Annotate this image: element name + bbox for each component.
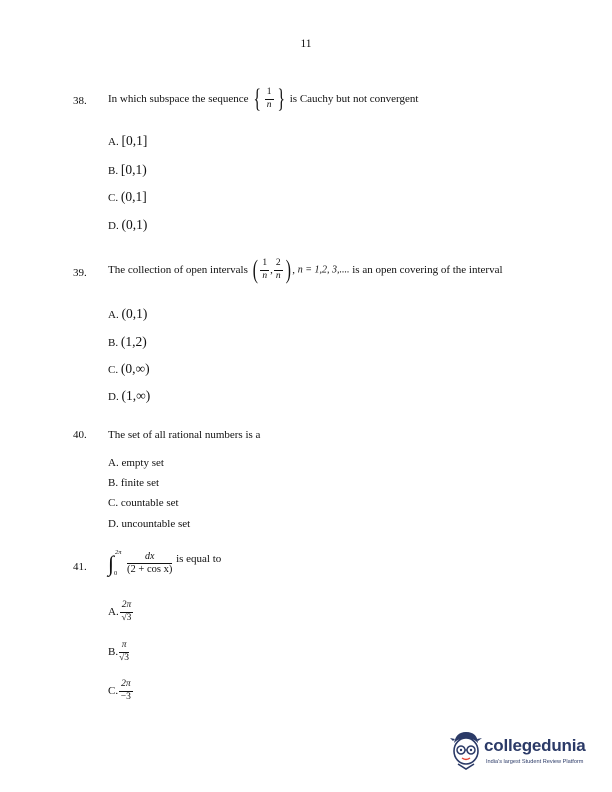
collegedunia-logo[interactable] — [446, 727, 586, 777]
question-40-option-d[interactable] — [108, 518, 190, 530]
option-value: (1,2) — [120, 334, 147, 349]
option-value: countable set — [120, 497, 179, 509]
question-38-option-a[interactable] — [108, 133, 147, 149]
option-numerator: 2π — [119, 680, 133, 692]
option-label: D. — [108, 391, 119, 403]
option-denominator: √3 — [121, 612, 132, 623]
integral-sign: ∫ — [108, 551, 115, 576]
option-label: D. — [108, 220, 119, 232]
option-value: (0,1) — [121, 217, 148, 232]
option-fraction — [119, 641, 129, 663]
page-number: 11 — [300, 38, 312, 50]
question-40-option-a[interactable] — [108, 457, 164, 469]
option-value: uncountable set — [121, 518, 191, 530]
sequence-denominator: n — [266, 99, 272, 110]
option-value: [0,1] — [121, 133, 148, 148]
option-denominator: √3 — [119, 652, 130, 663]
question-38-stem-end: is Cauchy but not convergent — [289, 93, 419, 105]
option-label: B. — [108, 337, 119, 349]
option-label: C. — [108, 685, 119, 697]
option-label: B. — [108, 477, 119, 489]
integrand-numerator: dx — [127, 552, 172, 564]
left-fraction-denominator: n — [262, 270, 268, 281]
option-value: (0,1] — [120, 189, 147, 204]
question-41-text — [108, 551, 221, 577]
index-separator: , — [292, 264, 295, 276]
sequence-fraction — [265, 88, 274, 110]
option-label: B. — [108, 165, 119, 177]
question-40-option-c[interactable] — [108, 497, 179, 509]
right-fraction-denominator: n — [275, 270, 281, 281]
option-label: C. — [108, 497, 119, 509]
right-fraction-numerator: 2 — [274, 259, 283, 271]
option-label: A. — [108, 309, 119, 321]
left-fraction-numerator: 1 — [260, 259, 269, 271]
option-value: empty set — [121, 457, 164, 469]
interval-comma: , — [270, 264, 273, 276]
question-41-option-c[interactable] — [108, 680, 134, 702]
mascot-face-icon — [448, 729, 484, 771]
option-denominator: −3 — [120, 691, 131, 702]
question-41-option-a[interactable] — [108, 601, 134, 623]
option-value: (0,1) — [121, 306, 148, 321]
question-41-stem-end: is equal to — [176, 553, 222, 565]
right-brace: } — [276, 84, 285, 113]
logo-wordmark: collegedunia — [484, 736, 586, 755]
sequence-numerator: 1 — [265, 88, 274, 100]
upper-limit: 2π — [115, 549, 122, 556]
integral-limits — [114, 551, 126, 577]
question-38-option-b[interactable] — [108, 162, 147, 178]
interval-left-fraction — [260, 259, 269, 281]
logo-tagline: India's largest Student Review Platform — [486, 759, 584, 765]
question-40-text: The set of all rational numbers is a — [108, 429, 261, 441]
integrand-denominator: (2 + cos x) — [127, 564, 173, 576]
option-value: finite set — [120, 477, 160, 489]
option-value: (1,∞) — [121, 388, 151, 403]
question-39-option-c[interactable] — [108, 361, 150, 377]
option-fraction — [120, 601, 134, 623]
option-fraction — [119, 680, 133, 702]
question-40-option-b[interactable] — [108, 477, 159, 489]
question-39-option-a[interactable] — [108, 306, 147, 322]
question-39-stem-start: The collection of open intervals — [108, 264, 248, 276]
question-38-stem-start: In which subspace the sequence — [108, 93, 249, 105]
option-label: A. — [108, 606, 119, 618]
left-brace: { — [253, 84, 262, 113]
question-38-option-c[interactable] — [108, 189, 147, 205]
question-41-number: 41. — [73, 561, 87, 573]
option-numerator: 2π — [120, 601, 134, 613]
lower-limit: 0 — [114, 570, 118, 577]
option-label: D. — [108, 518, 119, 530]
question-39-text — [108, 257, 503, 283]
question-39-option-b[interactable] — [108, 334, 147, 350]
index-range: n = 1,2, 3,.... — [297, 264, 350, 276]
interval-right-fraction — [274, 259, 283, 281]
option-label: A. — [108, 136, 119, 148]
option-label: B. — [108, 646, 119, 658]
right-paren: ) — [285, 255, 291, 284]
left-paren: ( — [252, 255, 258, 284]
option-value: [0,1) — [120, 162, 147, 177]
question-39-option-d[interactable] — [108, 388, 150, 404]
question-40-number: 40. — [73, 429, 87, 441]
question-38-option-d[interactable] — [108, 217, 147, 233]
integrand-fraction — [127, 552, 172, 576]
question-38-number: 38. — [73, 95, 87, 107]
option-label: C. — [108, 192, 119, 204]
option-numerator: π — [119, 641, 129, 653]
option-value: (0,∞) — [120, 361, 150, 376]
question-41-option-b[interactable] — [108, 641, 130, 663]
question-39-number: 39. — [73, 267, 87, 279]
question-38-text — [108, 86, 418, 112]
option-label: A. — [108, 457, 119, 469]
question-39-stem-end: is an open covering of the interval — [352, 264, 503, 276]
option-label: C. — [108, 364, 119, 376]
